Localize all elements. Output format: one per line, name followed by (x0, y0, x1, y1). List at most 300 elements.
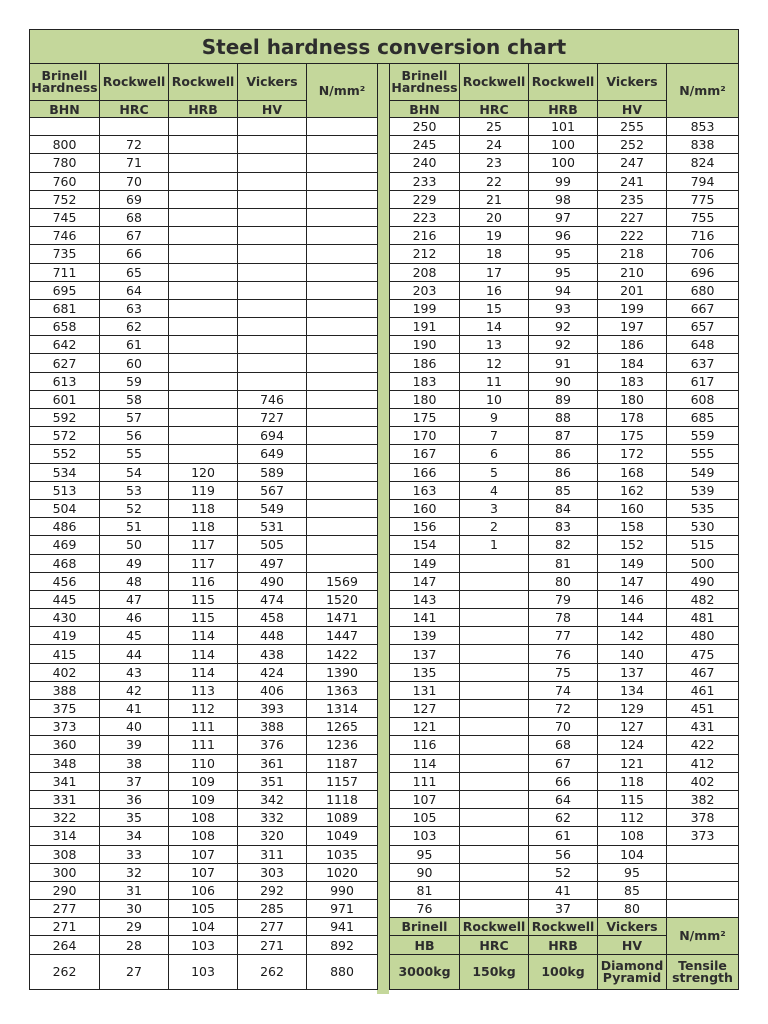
table-row (390, 208, 739, 226)
table-cell (307, 372, 378, 390)
table-row (390, 881, 739, 899)
table-cell: 95 (529, 245, 598, 263)
table-cell (307, 299, 378, 317)
table-cell: 229 (390, 190, 460, 208)
table-cell: 752 (30, 190, 100, 208)
table-row (390, 572, 739, 590)
table-cell: 81 (529, 554, 598, 572)
table-cell: 1049 (307, 827, 378, 845)
table-cell: 853 (667, 118, 739, 136)
table-cell (30, 118, 100, 136)
table-cell (667, 845, 739, 863)
table-cell: 7 (460, 427, 529, 445)
table-cell: 69 (100, 190, 169, 208)
table-cell: 107 (169, 845, 238, 863)
table-cell: 1520 (307, 590, 378, 608)
table-cell: 113 (169, 681, 238, 699)
table-cell (238, 372, 307, 390)
table-cell: 144 (598, 609, 667, 627)
table-cell: 56 (529, 845, 598, 863)
table-cell (169, 154, 238, 172)
footer-cell: Rockwell (460, 918, 529, 936)
header-row (30, 64, 378, 101)
table-cell: 941 (307, 918, 378, 936)
table-cell: 54 (100, 463, 169, 481)
table-row (30, 772, 378, 790)
footer-cell: HRC (460, 936, 529, 954)
chart-title: Steel hardness conversion chart (29, 29, 739, 64)
table-cell: 83 (529, 518, 598, 536)
table-cell: 552 (30, 445, 100, 463)
table-cell (460, 900, 529, 918)
table-cell: 85 (598, 881, 667, 899)
table-cell: 341 (30, 772, 100, 790)
table-cell: 180 (598, 390, 667, 408)
table-cell: 51 (100, 518, 169, 536)
table-cell: 57 (100, 409, 169, 427)
table-cell: 32 (100, 863, 169, 881)
table-cell: 119 (169, 481, 238, 499)
table-row (30, 954, 378, 989)
table-cell: 680 (667, 281, 739, 299)
table-cell: 166 (390, 463, 460, 481)
table-row (390, 845, 739, 863)
table-cell (667, 863, 739, 881)
table-cell: 20 (460, 208, 529, 226)
table-cell: 61 (100, 336, 169, 354)
table-cell (169, 245, 238, 263)
table-cell: 180 (390, 390, 460, 408)
table-cell (238, 136, 307, 154)
table-row (390, 736, 739, 754)
table-cell: 649 (238, 445, 307, 463)
footer-row (390, 954, 739, 989)
table-cell: 80 (529, 572, 598, 590)
table-cell: 109 (169, 772, 238, 790)
table-cell: 218 (598, 245, 667, 263)
table-cell (238, 281, 307, 299)
table-row (30, 318, 378, 336)
table-cell (460, 645, 529, 663)
table-cell: 515 (667, 536, 739, 554)
footer-cell: HV (598, 936, 667, 954)
table-row (30, 936, 378, 954)
table-cell (169, 336, 238, 354)
table-cell (307, 172, 378, 190)
table-cell: 104 (169, 918, 238, 936)
table-cell: 14 (460, 318, 529, 336)
table-cell: 375 (30, 700, 100, 718)
table-cell (238, 190, 307, 208)
table-cell (460, 772, 529, 790)
table-row (390, 609, 739, 627)
table-cell: 755 (667, 208, 739, 226)
table-cell: 695 (30, 281, 100, 299)
table-cell: 121 (390, 718, 460, 736)
table-cell: 117 (169, 536, 238, 554)
table-cell: 474 (238, 590, 307, 608)
table-cell: 31 (100, 881, 169, 899)
table-cell: 88 (529, 409, 598, 427)
header-cell: N/mm² (307, 64, 378, 118)
table-cell (460, 609, 529, 627)
table-cell: 96 (529, 227, 598, 245)
table-cell (169, 372, 238, 390)
table-cell (238, 208, 307, 226)
table-cell: 52 (529, 863, 598, 881)
table-cell (307, 245, 378, 263)
table-cell: 438 (238, 645, 307, 663)
header-cell: Rockwell (100, 64, 169, 101)
table-cell: 183 (598, 372, 667, 390)
table-cell: 53 (100, 481, 169, 499)
table-cell: 48 (100, 572, 169, 590)
table-cell: 880 (307, 954, 378, 989)
table-cell: 168 (598, 463, 667, 481)
table-cell: 1035 (307, 845, 378, 863)
table-cell: 147 (390, 572, 460, 590)
table-row (390, 227, 739, 245)
table-cell: 105 (390, 809, 460, 827)
table-cell (169, 409, 238, 427)
table-cell: 199 (598, 299, 667, 317)
table-cell (169, 208, 238, 226)
table-cell (460, 845, 529, 863)
table-cell: 146 (598, 590, 667, 608)
table-cell (238, 336, 307, 354)
table-cell: 424 (238, 663, 307, 681)
table-row (390, 190, 739, 208)
table-cell (307, 281, 378, 299)
table-cell: 140 (598, 645, 667, 663)
table-cell: 103 (169, 936, 238, 954)
table-row (390, 827, 739, 845)
table-cell: 149 (598, 554, 667, 572)
table-cell (460, 754, 529, 772)
table-row (30, 900, 378, 918)
table-cell: 25 (460, 118, 529, 136)
table-cell: 331 (30, 790, 100, 808)
table-cell (238, 154, 307, 172)
table-cell: 642 (30, 336, 100, 354)
table-cell: 1 (460, 536, 529, 554)
table-cell: 115 (169, 590, 238, 608)
table-cell: 746 (30, 227, 100, 245)
table-cell: 59 (100, 372, 169, 390)
table-cell: 245 (390, 136, 460, 154)
table-cell (460, 663, 529, 681)
table-row (390, 481, 739, 499)
table-cell: 71 (100, 154, 169, 172)
table-cell (238, 118, 307, 136)
table-cell: 135 (390, 663, 460, 681)
table-cell (307, 336, 378, 354)
table-cell: 160 (390, 499, 460, 517)
table-cell: 300 (30, 863, 100, 881)
table-row (30, 590, 378, 608)
table-cell: 332 (238, 809, 307, 827)
table-row (390, 354, 739, 372)
header-cell: Brinell Hardness (390, 64, 460, 101)
table-cell (460, 718, 529, 736)
table-row (30, 627, 378, 645)
table-cell: 780 (30, 154, 100, 172)
table-row (390, 136, 739, 154)
table-cell: 98 (529, 190, 598, 208)
table-cell: 99 (529, 172, 598, 190)
table-cell: 175 (598, 427, 667, 445)
header-cell: Rockwell (529, 64, 598, 101)
table-cell: 107 (169, 863, 238, 881)
table-cell: 65 (100, 263, 169, 281)
table-cell: 448 (238, 627, 307, 645)
table-row (30, 354, 378, 372)
table-cell (460, 700, 529, 718)
table-cell: 63 (100, 299, 169, 317)
table-cell: 252 (598, 136, 667, 154)
table-cell: 78 (529, 609, 598, 627)
table-cell: 95 (598, 863, 667, 881)
table-cell: 402 (30, 663, 100, 681)
table-cell: 37 (100, 772, 169, 790)
table-cell: 694 (238, 427, 307, 445)
table-cell: 445 (30, 590, 100, 608)
table-cell: 314 (30, 827, 100, 845)
table-cell: 360 (30, 736, 100, 754)
table-cell: 456 (30, 572, 100, 590)
table-cell: 152 (598, 536, 667, 554)
subheader-cell: HV (598, 101, 667, 118)
table-cell: 475 (667, 645, 739, 663)
table-cell (169, 427, 238, 445)
table-row (30, 718, 378, 736)
subheader-cell: HRB (169, 101, 238, 118)
table-cell (238, 227, 307, 245)
table-cell: 627 (30, 354, 100, 372)
table-cell: 137 (598, 663, 667, 681)
table-cell: 141 (390, 609, 460, 627)
table-cell (460, 863, 529, 881)
table-cell: 233 (390, 172, 460, 190)
table-cell (307, 409, 378, 427)
table-cell: 824 (667, 154, 739, 172)
table-row (390, 154, 739, 172)
table-row (390, 518, 739, 536)
table-cell (667, 881, 739, 899)
table-row (390, 590, 739, 608)
table-row (390, 172, 739, 190)
table-row (390, 718, 739, 736)
table-cell: 271 (30, 918, 100, 936)
footer-cell: Rockwell (529, 918, 598, 936)
table-row (30, 809, 378, 827)
hardness-sheet (29, 29, 739, 994)
table-row (30, 499, 378, 517)
table-row (30, 463, 378, 481)
table-cell (307, 263, 378, 281)
table-cell: 222 (598, 227, 667, 245)
table-cell: 100 (529, 136, 598, 154)
table-row (30, 372, 378, 390)
footer-load-cell: Tensile strength (667, 954, 739, 989)
table-cell: 601 (30, 390, 100, 408)
table-cell: 539 (667, 481, 739, 499)
table-row (390, 263, 739, 281)
table-cell: 311 (238, 845, 307, 863)
table-cell (169, 390, 238, 408)
table-row (30, 518, 378, 536)
table-cell: 70 (529, 718, 598, 736)
table-row (30, 881, 378, 899)
table-cell: 10 (460, 390, 529, 408)
right-conversion-table (389, 63, 739, 990)
table-cell: 75 (529, 663, 598, 681)
table-cell: 534 (30, 463, 100, 481)
table-row (390, 463, 739, 481)
header-cell: N/mm² (667, 64, 739, 118)
table-cell (169, 136, 238, 154)
table-cell: 156 (390, 518, 460, 536)
table-cell: 33 (100, 845, 169, 863)
table-cell: 108 (598, 827, 667, 845)
table-cell: 111 (169, 718, 238, 736)
table-row (390, 118, 739, 136)
table-cell (307, 445, 378, 463)
table-cell: 497 (238, 554, 307, 572)
table-cell: 613 (30, 372, 100, 390)
header-cell: Vickers (598, 64, 667, 101)
table-cell: 27 (100, 954, 169, 989)
table-cell: 402 (667, 772, 739, 790)
table-cell (460, 881, 529, 899)
table-cell: 794 (667, 172, 739, 190)
table-row (390, 790, 739, 808)
table-cell: 1089 (307, 809, 378, 827)
table-cell: 186 (390, 354, 460, 372)
footer-cell: HRB (529, 936, 598, 954)
table-row (390, 700, 739, 718)
table-cell: 66 (100, 245, 169, 263)
table-cell: 223 (390, 208, 460, 226)
table-cell (169, 190, 238, 208)
table-row (30, 118, 378, 136)
table-cell: 406 (238, 681, 307, 699)
table-cell: 82 (529, 536, 598, 554)
table-row (30, 481, 378, 499)
table-cell (307, 190, 378, 208)
table-row (30, 172, 378, 190)
table-cell: 559 (667, 427, 739, 445)
table-row (30, 572, 378, 590)
table-cell: 342 (238, 790, 307, 808)
table-row (30, 136, 378, 154)
table-cell: 76 (390, 900, 460, 918)
table-cell: 303 (238, 863, 307, 881)
table-row (30, 827, 378, 845)
table-cell: 149 (390, 554, 460, 572)
table-cell: 120 (169, 463, 238, 481)
table-cell: 838 (667, 136, 739, 154)
table-row (390, 281, 739, 299)
table-cell: 241 (598, 172, 667, 190)
subheader-cell: HRB (529, 101, 598, 118)
footer-load-cell: 3000kg (390, 954, 460, 989)
table-cell: 143 (390, 590, 460, 608)
table-cell: 90 (529, 372, 598, 390)
table-row (30, 609, 378, 627)
table-cell: 116 (169, 572, 238, 590)
table-cell: 250 (390, 118, 460, 136)
table-row (390, 809, 739, 827)
table-cell: 106 (169, 881, 238, 899)
table-cell: 572 (30, 427, 100, 445)
table-row (30, 299, 378, 317)
table-row (390, 754, 739, 772)
table-row (30, 281, 378, 299)
table-cell: 67 (100, 227, 169, 245)
table-row (30, 154, 378, 172)
table-cell: 549 (667, 463, 739, 481)
table-cell: 696 (667, 263, 739, 281)
table-cell: 1187 (307, 754, 378, 772)
table-cell (238, 354, 307, 372)
table-cell (460, 681, 529, 699)
table-cell: 56 (100, 427, 169, 445)
table-cell: 235 (598, 190, 667, 208)
table-cell: 415 (30, 645, 100, 663)
table-cell: 227 (598, 208, 667, 226)
table-cell: 108 (169, 809, 238, 827)
table-cell: 190 (390, 336, 460, 354)
table-cell: 127 (390, 700, 460, 718)
table-cell: 43 (100, 663, 169, 681)
table-cell: 1569 (307, 572, 378, 590)
table-cell: 29 (100, 918, 169, 936)
table-cell: 23 (460, 154, 529, 172)
table-row (30, 645, 378, 663)
table-cell: 378 (667, 809, 739, 827)
table-cell: 504 (30, 499, 100, 517)
table-cell (307, 554, 378, 572)
table-cell: 97 (529, 208, 598, 226)
table-cell: 84 (529, 499, 598, 517)
table-cell: 490 (667, 572, 739, 590)
table-cell: 74 (529, 681, 598, 699)
table-row (30, 790, 378, 808)
table-row (30, 700, 378, 718)
table-row (30, 663, 378, 681)
table-cell: 28 (100, 936, 169, 954)
table-cell: 727 (238, 409, 307, 427)
table-cell: 2 (460, 518, 529, 536)
table-cell: 114 (390, 754, 460, 772)
table-cell: 9 (460, 409, 529, 427)
table-cell: 308 (30, 845, 100, 863)
table-cell: 114 (169, 645, 238, 663)
table-row (30, 536, 378, 554)
table-row (30, 427, 378, 445)
table-cell: 13 (460, 336, 529, 354)
table-cell: 12 (460, 354, 529, 372)
table-cell: 36 (100, 790, 169, 808)
table-cell: 15 (460, 299, 529, 317)
table-row (30, 263, 378, 281)
table-cell: 47 (100, 590, 169, 608)
table-cell: 170 (390, 427, 460, 445)
table-cell (307, 318, 378, 336)
table-cell: 131 (390, 681, 460, 699)
table-cell: 480 (667, 627, 739, 645)
